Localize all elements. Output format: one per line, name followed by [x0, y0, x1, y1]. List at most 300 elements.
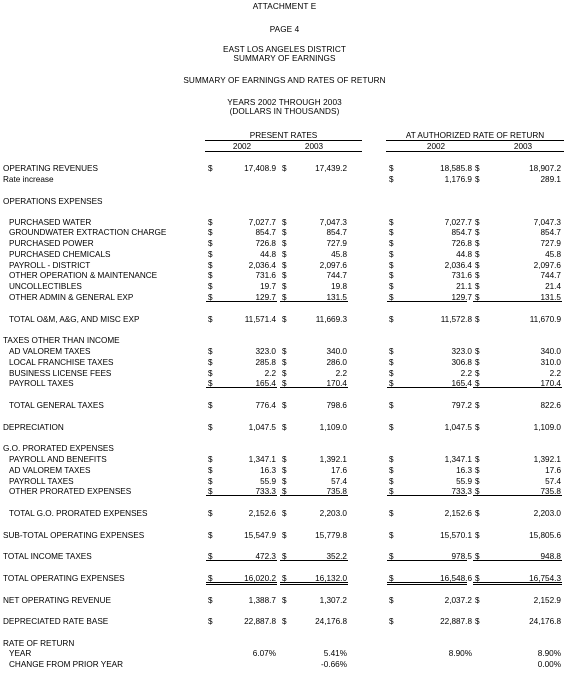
currency-sign: $	[282, 574, 287, 583]
currency-sign: $	[389, 401, 394, 410]
currency-sign: $	[282, 261, 287, 270]
currency-sign: $	[475, 175, 480, 184]
currency-sign: $	[475, 531, 480, 540]
cell-value: 17.6	[331, 466, 347, 475]
cell-value: 727.9	[326, 239, 347, 248]
cell-value: 21.1	[456, 282, 472, 291]
cell-value: 165.4	[255, 379, 276, 388]
cell-value: 11,670.9	[529, 315, 561, 324]
currency-sign: $	[475, 218, 480, 227]
currency-sign: $	[475, 239, 480, 248]
page-number: PAGE 4	[269, 25, 300, 34]
currency-sign: $	[475, 164, 480, 173]
cell-value: 2.2	[460, 369, 472, 378]
cell-value: 22,887.8	[440, 617, 472, 626]
cell-value: 15,547.9	[244, 531, 276, 540]
table-row	[0, 228, 569, 237]
currency-sign: $	[475, 228, 480, 237]
currency-sign: $	[389, 358, 394, 367]
cell-value: 2,097.6	[533, 261, 561, 270]
total-underline	[280, 552, 348, 561]
cell-value: 44.8	[456, 250, 472, 259]
table-row	[0, 250, 569, 259]
cell-value: 735.8	[540, 487, 561, 496]
table-row	[0, 444, 569, 453]
currency-sign: $	[282, 423, 287, 432]
cell-value: 472.3	[255, 552, 276, 561]
currency-sign: $	[475, 455, 480, 464]
cell-value: 2.2	[549, 369, 561, 378]
cell-value: 0.00%	[537, 660, 561, 669]
row-label: G.O. PRORATED EXPENSES	[3, 444, 114, 453]
currency-sign: $	[208, 552, 213, 561]
currency-sign: $	[475, 466, 480, 475]
cell-value: 22,887.8	[244, 617, 276, 626]
table-row	[0, 617, 569, 626]
currency-sign: $	[282, 379, 287, 388]
currency-sign: $	[475, 271, 480, 280]
cell-value: 16.3	[456, 466, 472, 475]
row-label: PURCHASED POWER	[9, 239, 94, 248]
cell-value: 170.4	[540, 379, 561, 388]
currency-sign: $	[282, 250, 287, 259]
cell-value: 8.90%	[448, 649, 472, 658]
total-underline	[387, 293, 467, 302]
currency-sign: $	[282, 531, 287, 540]
cell-value: 2,152.6	[248, 509, 276, 518]
table-row	[0, 552, 569, 561]
cell-value: 131.5	[540, 293, 561, 302]
table-row	[0, 175, 569, 184]
currency-sign: $	[475, 574, 480, 583]
cell-value: 6.07%	[252, 649, 276, 658]
cell-value: 45.8	[331, 250, 347, 259]
cell-value: 8.90%	[537, 649, 561, 658]
cell-value: 744.7	[326, 271, 347, 280]
currency-sign: $	[389, 164, 394, 173]
currency-sign: $	[389, 250, 394, 259]
currency-sign: $	[389, 239, 394, 248]
present-rates-header: PRESENT RATES	[249, 131, 318, 140]
currency-sign: $	[475, 379, 480, 388]
currency-sign: $	[208, 315, 213, 324]
currency-sign: $	[282, 347, 287, 356]
currency-sign: $	[208, 455, 213, 464]
cell-value: 18,585.8	[440, 164, 472, 173]
table-row	[0, 466, 569, 475]
years-range: YEARS 2002 THROUGH 2003	[227, 98, 342, 107]
total-underline	[206, 293, 277, 302]
row-label: YEAR	[9, 649, 32, 658]
currency-sign: $	[208, 423, 213, 432]
cell-value: 57.4	[331, 477, 347, 486]
cell-value: 948.8	[540, 552, 561, 561]
cell-value: 5.41%	[323, 649, 347, 658]
cell-value: 129.7	[255, 293, 276, 302]
row-label: OTHER OPERATION & MAINTENANCE	[9, 271, 158, 280]
row-label: DEPRECIATION	[3, 423, 64, 432]
currency-sign: $	[389, 466, 394, 475]
cell-value: -0.66%	[321, 660, 347, 669]
table-row	[0, 347, 569, 356]
currency-sign: $	[475, 596, 480, 605]
currency-sign: $	[282, 509, 287, 518]
currency-sign: $	[475, 315, 480, 324]
row-label: DEPRECIATED RATE BASE	[3, 617, 109, 626]
table-row	[0, 379, 569, 388]
year-col-1: 2002	[232, 142, 252, 151]
currency-sign: $	[389, 379, 394, 388]
cell-value: 286.0	[326, 358, 347, 367]
total-underline	[387, 552, 467, 561]
row-label: Rate increase	[3, 175, 54, 184]
cell-value: 17.6	[545, 466, 561, 475]
currency-sign: $	[282, 228, 287, 237]
table-row	[0, 649, 569, 658]
table-row	[0, 509, 569, 518]
cell-value: 24,176.8	[529, 617, 561, 626]
cell-value: 2,037.2	[444, 596, 472, 605]
cell-value: 731.6	[255, 271, 276, 280]
cell-value: 310.0	[540, 358, 561, 367]
total-underline	[280, 574, 348, 585]
cell-value: 340.0	[326, 347, 347, 356]
cell-value: 2,152.6	[444, 509, 472, 518]
row-label: AD VALOREM TAXES	[9, 466, 91, 475]
row-label: PAYROLL TAXES	[9, 379, 74, 388]
row-label: PURCHASED CHEMICALS	[9, 250, 111, 259]
row-label: RATE OF RETURN	[3, 639, 75, 648]
cell-value: 16,548.6	[440, 574, 472, 583]
currency-sign: $	[389, 261, 394, 270]
cell-value: 7,027.7	[444, 218, 472, 227]
row-label: TOTAL G.O. PRORATED EXPENSES	[9, 509, 148, 518]
present-rates-rule	[205, 140, 362, 141]
table-row	[0, 455, 569, 464]
currency-sign: $	[282, 596, 287, 605]
cell-value: 727.9	[540, 239, 561, 248]
currency-sign: $	[282, 164, 287, 173]
table-row	[0, 574, 569, 583]
cell-value: 2,203.0	[533, 509, 561, 518]
total-underline	[206, 379, 277, 388]
cell-value: 16.3	[260, 466, 276, 475]
cell-value: 2.2	[264, 369, 276, 378]
table-row	[0, 164, 569, 173]
currency-sign: $	[282, 455, 287, 464]
row-label: PAYROLL AND BENEFITS	[9, 455, 107, 464]
cell-value: 57.4	[545, 477, 561, 486]
currency-sign: $	[389, 282, 394, 291]
currency-sign: $	[282, 239, 287, 248]
cell-value: 11,571.4	[244, 315, 276, 324]
cell-value: 2,036.4	[444, 261, 472, 270]
cell-value: 7,047.3	[533, 218, 561, 227]
table-row	[0, 660, 569, 669]
cell-value: 11,572.8	[440, 315, 472, 324]
currency-sign: $	[475, 282, 480, 291]
currency-sign: $	[389, 293, 394, 302]
cell-value: 733.3	[255, 487, 276, 496]
cell-value: 2.2	[335, 369, 347, 378]
cell-value: 2,203.0	[319, 509, 347, 518]
cell-value: 16,754.3	[529, 574, 561, 583]
cell-value: 7,047.3	[319, 218, 347, 227]
row-label: TOTAL INCOME TAXES	[3, 552, 92, 561]
currency-sign: $	[208, 261, 213, 270]
currency-sign: $	[389, 271, 394, 280]
currency-sign: $	[389, 347, 394, 356]
cell-value: 16,020.2	[244, 574, 276, 583]
currency-sign: $	[389, 509, 394, 518]
currency-sign: $	[282, 617, 287, 626]
cell-value: 733.3	[451, 487, 472, 496]
currency-sign: $	[475, 369, 480, 378]
currency-sign: $	[475, 293, 480, 302]
cell-value: 18,907.2	[529, 164, 561, 173]
currency-sign: $	[282, 487, 287, 496]
row-label: TOTAL OPERATING EXPENSES	[3, 574, 125, 583]
table-row	[0, 369, 569, 378]
cell-value: 731.6	[451, 271, 472, 280]
currency-sign: $	[208, 164, 213, 173]
table-row	[0, 336, 569, 345]
cell-value: 44.8	[260, 250, 276, 259]
currency-sign: $	[208, 358, 213, 367]
cell-value: 1,047.5	[248, 423, 276, 432]
row-label: OPERATING REVENUES	[3, 164, 98, 173]
currency-sign: $	[208, 239, 213, 248]
cell-value: 1,109.0	[533, 423, 561, 432]
table-row	[0, 358, 569, 367]
cell-value: 129.7	[451, 293, 472, 302]
table-row	[0, 596, 569, 605]
cell-value: 285.8	[255, 358, 276, 367]
row-label: BUSINESS LICENSE FEES	[9, 369, 112, 378]
currency-sign: $	[208, 574, 213, 583]
cell-value: 323.0	[255, 347, 276, 356]
district-name: EAST LOS ANGELES DISTRICT	[223, 45, 346, 54]
cell-value: 1,307.2	[319, 596, 347, 605]
cell-value: 798.6	[326, 401, 347, 410]
cell-value: 15,570.1	[440, 531, 472, 540]
total-underline	[473, 574, 562, 585]
cell-value: 165.4	[451, 379, 472, 388]
total-underline	[387, 574, 467, 585]
currency-sign: $	[208, 250, 213, 259]
total-underline	[280, 293, 348, 302]
cell-value: 1,109.0	[319, 423, 347, 432]
currency-sign: $	[282, 315, 287, 324]
currency-sign: $	[208, 401, 213, 410]
attachment-label: ATTACHMENT E	[252, 2, 317, 11]
currency-sign: $	[389, 617, 394, 626]
total-underline	[387, 487, 467, 496]
year-col-3: 2002	[426, 142, 446, 151]
cell-value: 1,347.1	[248, 455, 276, 464]
currency-sign: $	[389, 175, 394, 184]
currency-sign: $	[208, 509, 213, 518]
currency-sign: $	[208, 617, 213, 626]
total-underline	[206, 574, 277, 585]
cell-value: 170.4	[326, 379, 347, 388]
table-row	[0, 639, 569, 648]
currency-sign: $	[208, 379, 213, 388]
cell-value: 7,027.7	[248, 218, 276, 227]
total-underline	[473, 487, 562, 496]
currency-sign: $	[282, 358, 287, 367]
cell-value: 854.7	[255, 228, 276, 237]
currency-sign: $	[475, 261, 480, 270]
currency-sign: $	[208, 596, 213, 605]
currency-sign: $	[208, 293, 213, 302]
currency-sign: $	[282, 477, 287, 486]
cell-value: 854.7	[451, 228, 472, 237]
table-row	[0, 218, 569, 227]
units-note: (DOLLARS IN THOUSANDS)	[229, 107, 340, 116]
cell-value: 854.7	[540, 228, 561, 237]
table-row	[0, 282, 569, 291]
currency-sign: $	[475, 250, 480, 259]
table-row	[0, 261, 569, 270]
total-underline	[280, 487, 348, 496]
authorized-rate-header: AT AUTHORIZED RATE OF RETURN	[405, 131, 545, 140]
cell-value: 21.4	[545, 282, 561, 291]
currency-sign: $	[389, 369, 394, 378]
year-rule-present	[205, 151, 362, 152]
total-underline	[473, 552, 562, 561]
currency-sign: $	[282, 552, 287, 561]
row-label: NET OPERATING REVENUE	[3, 596, 111, 605]
cell-value: 131.5	[326, 293, 347, 302]
currency-sign: $	[208, 531, 213, 540]
cell-value: 776.4	[255, 401, 276, 410]
row-label: AD VALOREM TAXES	[9, 347, 91, 356]
year-col-2: 2003	[304, 142, 324, 151]
currency-sign: $	[475, 423, 480, 432]
table-row	[0, 487, 569, 496]
row-label: UNCOLLECTIBLES	[9, 282, 82, 291]
currency-sign: $	[282, 401, 287, 410]
currency-sign: $	[282, 271, 287, 280]
currency-sign: $	[475, 477, 480, 486]
table-row	[0, 423, 569, 432]
currency-sign: $	[475, 358, 480, 367]
currency-sign: $	[282, 282, 287, 291]
currency-sign: $	[208, 369, 213, 378]
currency-sign: $	[208, 218, 213, 227]
currency-sign: $	[208, 228, 213, 237]
currency-sign: $	[389, 552, 394, 561]
currency-sign: $	[389, 423, 394, 432]
currency-sign: $	[389, 218, 394, 227]
currency-sign: $	[208, 282, 213, 291]
row-label: PAYROLL TAXES	[9, 477, 74, 486]
year-rule-authorized	[386, 151, 564, 152]
currency-sign: $	[389, 455, 394, 464]
cell-value: 289.1	[540, 175, 561, 184]
cell-value: 744.7	[540, 271, 561, 280]
table-row	[0, 293, 569, 302]
currency-sign: $	[208, 466, 213, 475]
cell-value: 11,669.3	[315, 315, 347, 324]
row-label: TOTAL GENERAL TAXES	[9, 401, 104, 410]
currency-sign: $	[208, 347, 213, 356]
currency-sign: $	[389, 487, 394, 496]
report-subtitle: SUMMARY OF EARNINGS AND RATES OF RETURN	[183, 76, 386, 85]
cell-value: 1,392.1	[533, 455, 561, 464]
cell-value: 17,439.2	[315, 164, 347, 173]
authorized-rate-rule	[386, 140, 564, 141]
cell-value: 55.9	[456, 477, 472, 486]
row-label: PAYROLL - DISTRICT	[9, 261, 91, 270]
table-row	[0, 239, 569, 248]
total-underline	[473, 379, 562, 388]
report-title: SUMMARY OF EARNINGS	[233, 54, 336, 63]
total-underline	[387, 379, 467, 388]
currency-sign: $	[208, 477, 213, 486]
cell-value: 797.2	[451, 401, 472, 410]
currency-sign: $	[282, 369, 287, 378]
cell-value: 2,152.9	[533, 596, 561, 605]
currency-sign: $	[208, 487, 213, 496]
cell-value: 17,408.9	[244, 164, 276, 173]
total-underline	[473, 293, 562, 302]
row-label: SUB-TOTAL OPERATING EXPENSES	[3, 531, 145, 540]
currency-sign: $	[475, 509, 480, 518]
cell-value: 306.8	[451, 358, 472, 367]
currency-sign: $	[475, 552, 480, 561]
row-label: OTHER PRORATED EXPENSES	[9, 487, 132, 496]
cell-value: 1,347.1	[444, 455, 472, 464]
cell-value: 24,176.8	[315, 617, 347, 626]
cell-value: 1,388.7	[248, 596, 276, 605]
table-row	[0, 477, 569, 486]
currency-sign: $	[389, 574, 394, 583]
currency-sign: $	[475, 487, 480, 496]
currency-sign: $	[389, 228, 394, 237]
cell-value: 978.5	[451, 552, 472, 561]
cell-value: 16,132.0	[315, 574, 347, 583]
table-row	[0, 531, 569, 540]
row-label: PURCHASED WATER	[9, 218, 92, 227]
cell-value: 726.8	[255, 239, 276, 248]
total-underline	[206, 487, 277, 496]
cell-value: 1,176.9	[444, 175, 472, 184]
currency-sign: $	[389, 531, 394, 540]
currency-sign: $	[282, 218, 287, 227]
cell-value: 854.7	[326, 228, 347, 237]
row-label: OPERATIONS EXPENSES	[3, 197, 103, 206]
total-underline	[206, 552, 277, 561]
table-row	[0, 315, 569, 324]
cell-value: 822.6	[540, 401, 561, 410]
row-label: OTHER ADMIN & GENERAL EXP	[9, 293, 134, 302]
currency-sign: $	[282, 466, 287, 475]
row-label: CHANGE FROM PRIOR YEAR	[9, 660, 124, 669]
cell-value: 726.8	[451, 239, 472, 248]
table-row	[0, 401, 569, 410]
currency-sign: $	[389, 315, 394, 324]
cell-value: 735.8	[326, 487, 347, 496]
row-label: TOTAL O&M, A&G, AND MISC EXP	[9, 315, 140, 324]
cell-value: 45.8	[545, 250, 561, 259]
row-label: TAXES OTHER THAN INCOME	[3, 336, 120, 345]
cell-value: 2,036.4	[248, 261, 276, 270]
year-col-4: 2003	[513, 142, 533, 151]
currency-sign: $	[208, 271, 213, 280]
row-label: LOCAL FRANCHISE TAXES	[9, 358, 114, 367]
